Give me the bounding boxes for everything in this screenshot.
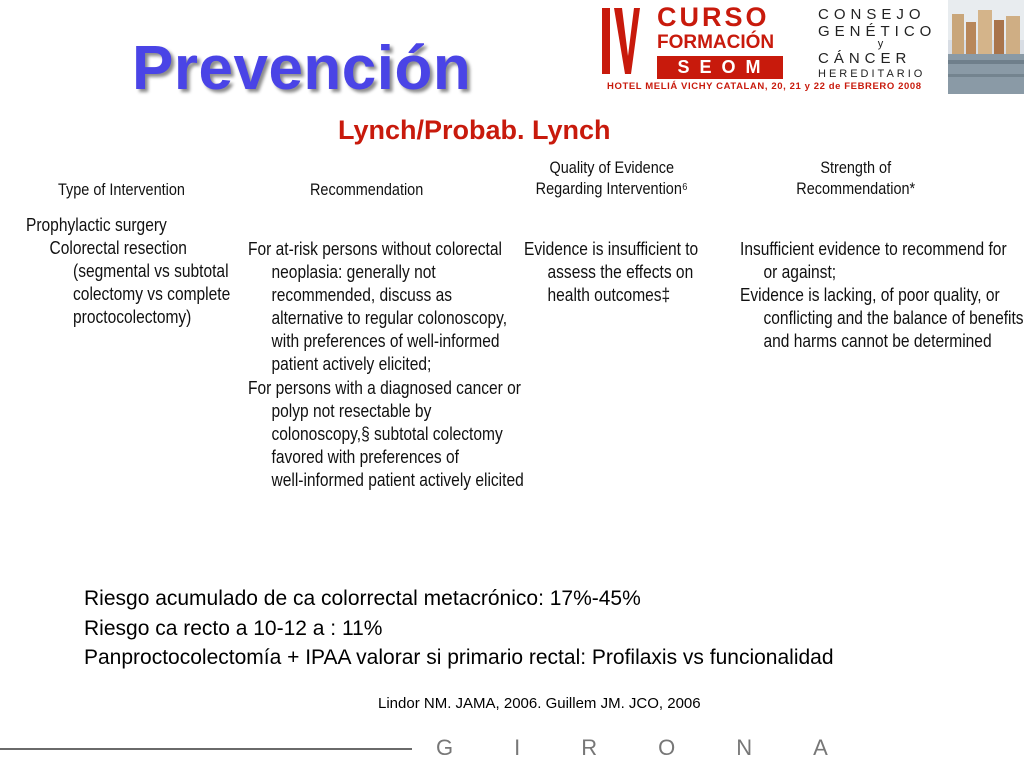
strength-of-recommendation-cell (740, 237, 1024, 352)
consejo-line-5: HEREDITARIO (818, 68, 926, 80)
consejo-line-3: y (877, 38, 887, 50)
risk-note: Panproctocolectomía + IPAA valorar si primario rectal: Profilaxis vs funcionalidad (84, 646, 834, 669)
slide-title: Prevención (132, 34, 472, 103)
cell-line: alternative to regular colonoscopy, (271, 307, 508, 329)
cell-line: Evidence is insufficient to (524, 238, 699, 259)
cell-line: health outcomes‡ (547, 284, 671, 306)
consejo-line-1: CONSEJO (818, 6, 926, 23)
curso-logo (657, 4, 787, 79)
risk-note: Riesgo ca recto a 10-12 a : 11% (84, 616, 383, 640)
cell-line: assess the effects on (547, 261, 694, 283)
cell-line: For persons with a diagnosed cancer or (248, 376, 521, 398)
cell-line: favored with preferences of (271, 445, 459, 467)
reference-citation: Lindor NM. JAMA, 2006. Guillem JM. JCO, 2006 (378, 695, 701, 712)
slide-subtitle: Lynch/Probab. Lynch (338, 115, 611, 145)
iv-edition-logo (600, 6, 640, 76)
header-strength-of-recommendation: Strength of Recommendation* (796, 158, 916, 198)
cell-line: patient actively elicited; (271, 353, 432, 375)
girona-photo (948, 0, 1024, 94)
header-quality-of-evidence: Quality of Evidence Regarding Intervention⁶ (535, 158, 688, 198)
cell-line: Evidence is lacking, of poor quality, or (740, 284, 1000, 306)
cell-line: and harms cannot be determined (763, 330, 992, 352)
cell-line: Insufficient evidence to recommend for (740, 238, 1007, 259)
header-recommendation: Recommendation (310, 180, 424, 199)
risk-notes (84, 584, 834, 673)
cell-line: with preferences of well-informed (271, 330, 500, 352)
curso-line-2: FORMACIÓN (657, 32, 775, 53)
cell-line: For at-risk persons without colorectal (248, 238, 502, 259)
cell-line: recommended, discuss as (271, 284, 453, 306)
risk-note: Riesgo acumulado de ca colorrectal metacrónico: 17%-45% (84, 587, 641, 610)
cell-line: conflicting and the balance of benefits (763, 307, 1024, 329)
quality-of-evidence-cell (524, 237, 698, 306)
cell-line: polyp not resectable by (271, 399, 432, 421)
cell-line: or against; (763, 261, 837, 283)
recommendation-cell (248, 237, 524, 491)
venue-line: HOTEL MELIÁ VICHY CATALAN, 20, 21 y 22 de FEBRERO 2008 (607, 81, 922, 92)
header-type-of-intervention: Type of Intervention (58, 180, 185, 199)
footer-divider (0, 748, 412, 750)
footer-girona: GIRONA (436, 735, 889, 760)
consejo-line-4: CÁNCER (818, 50, 912, 67)
cell-line: proctocolectomy) (73, 306, 192, 328)
cell-line: colonoscopy,§ subtotal colectomy (271, 422, 503, 444)
cell-line: (segmental vs subtotal (73, 260, 229, 282)
consejo-line-2: GENÉTICO (818, 23, 937, 40)
type-of-intervention-cell (26, 213, 230, 328)
cell-line: Prophylactic surgery (26, 214, 167, 235)
cell-line: colectomy vs complete (73, 283, 231, 305)
cell-line: neoplasia: generally not (271, 261, 436, 283)
cell-line: well-informed patient actively elicited (271, 468, 524, 490)
curso-line-1: CURSO (657, 2, 770, 32)
cell-line: Colorectal resection (49, 237, 187, 259)
consejo-logo (818, 6, 946, 82)
curso-line-3: SEOM (657, 56, 783, 79)
